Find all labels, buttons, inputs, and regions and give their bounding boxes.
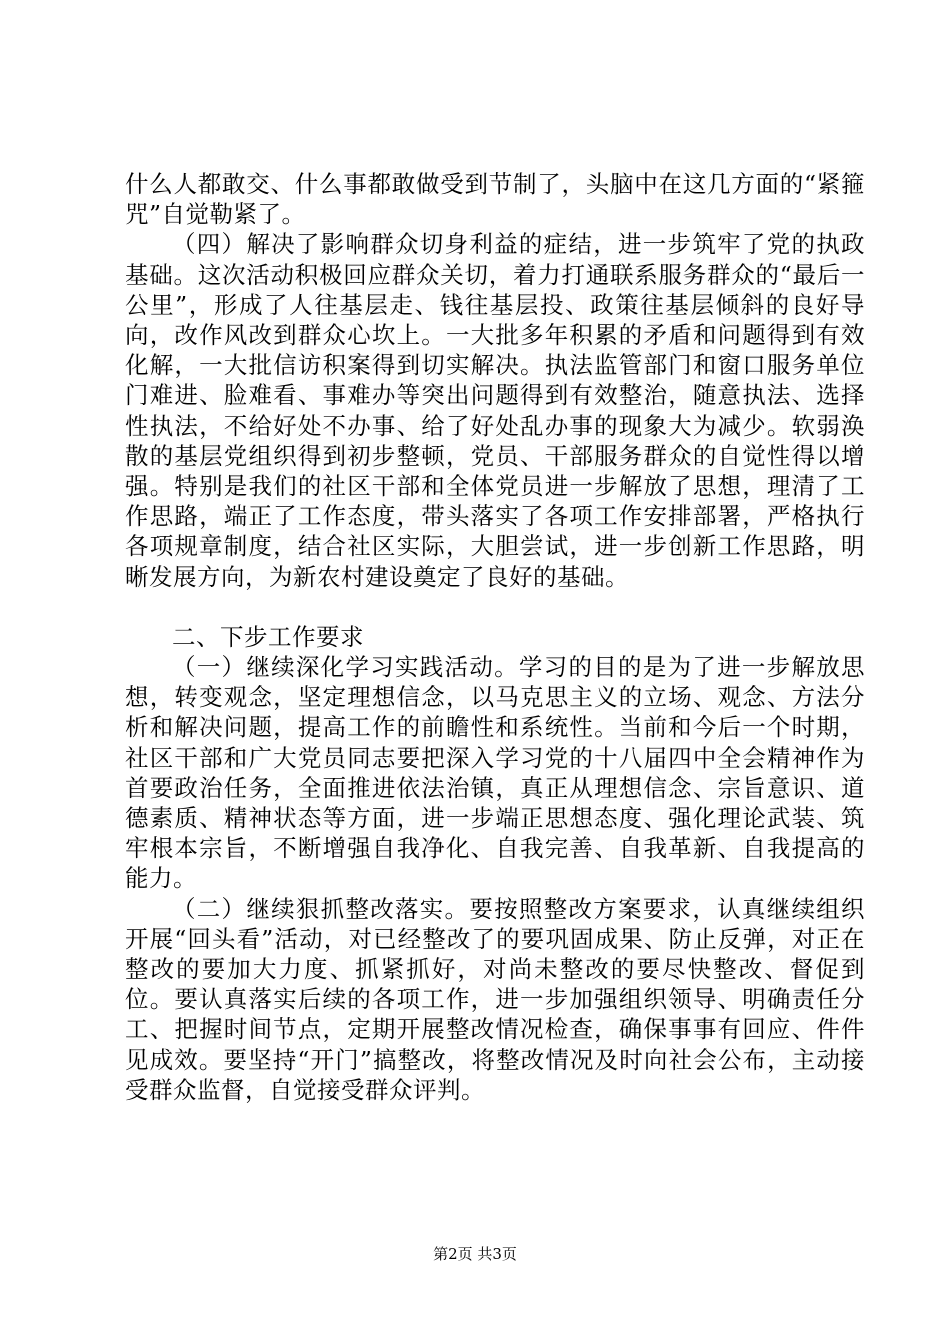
page-footer: 第2页 共3页 [433,1245,517,1263]
paragraph-item-two: （二）继续狠抓整改落实。要按照整改方案要求，认真继续组织开展“回头看”活动，对已经整改了的要巩固成果、防止反弹，对正在整改的要加大力度、抓紧抓好，对尚未整改的要尽快整改、督促到位。要认真落实后续的各项工作，进一步加强组织领导、明确责任分工、把握时间节点，定期开展整改情况检查，确保事事有回应、件件见成效。要坚持“开门”搞整改，将整改情况及时向社会公布，主动接受群众监督，自觉接受群众评判。 [125,894,865,1104]
section-heading-next-steps: 二、下步工作要求 [172,622,364,651]
paragraph-continuation: 什么人都敢交、什么事都敢做受到节制了，头脑中在这几方面的“紧箍咒”自觉勒紧了。 [125,170,865,229]
document-body [125,169,865,1105]
paragraph-item-one: （一）继续深化学习实践活动。学习的目的是为了进一步解放思想，转变观念，坚定理想信念，以马克思主义的立场、观念、方法分析和解决问题，提高工作的前瞻性和系统性。当前和今后一个时期，社区干部和广大党员同志要把深入学习党的十八届四中全会精神作为首要政治任务，全面推进依法治镇，真正从理想信念、宗旨意识、道德素质、精神状态等方面，进一步端正思想态度、强化理论武装、筑牢根本宗旨，不断增强自我净化、自我完善、自我革新、自我提高的能力。 [125,653,865,893]
paragraph-section-four: （四）解决了影响群众切身利益的症结，进一步筑牢了党的执政基础。这次活动积极回应群众关切，着力打通联系服务群众的“最后一公里”，形成了人往基层走、钱往基层投、政策往基层倾斜的良好导向，改作风改到群众心坎上。一大批多年积累的矛盾和问题得到有效化解，一大批信访积案得到切实解决。执法监管部门和窗口服务单位门难进、脸难看、事难办等突出问题得到有效整治，随意执法、选择性执法，不给好处不办事、给了好处乱办事的现象大为减少。软弱涣散的基层党组织得到初步整顿，党员、干部服务群众的自觉性得以增强。特别是我们的社区干部和全体党员进一步解放了思想，理清了工作思路，端正了工作态度，带头落实了各项工作安排部署，严格执行各项规章制度，结合社区实际，大胆尝试，进一步创新工作思路，明晰发展方向，为新农村建设奠定了良好的基础。 [125,230,865,591]
